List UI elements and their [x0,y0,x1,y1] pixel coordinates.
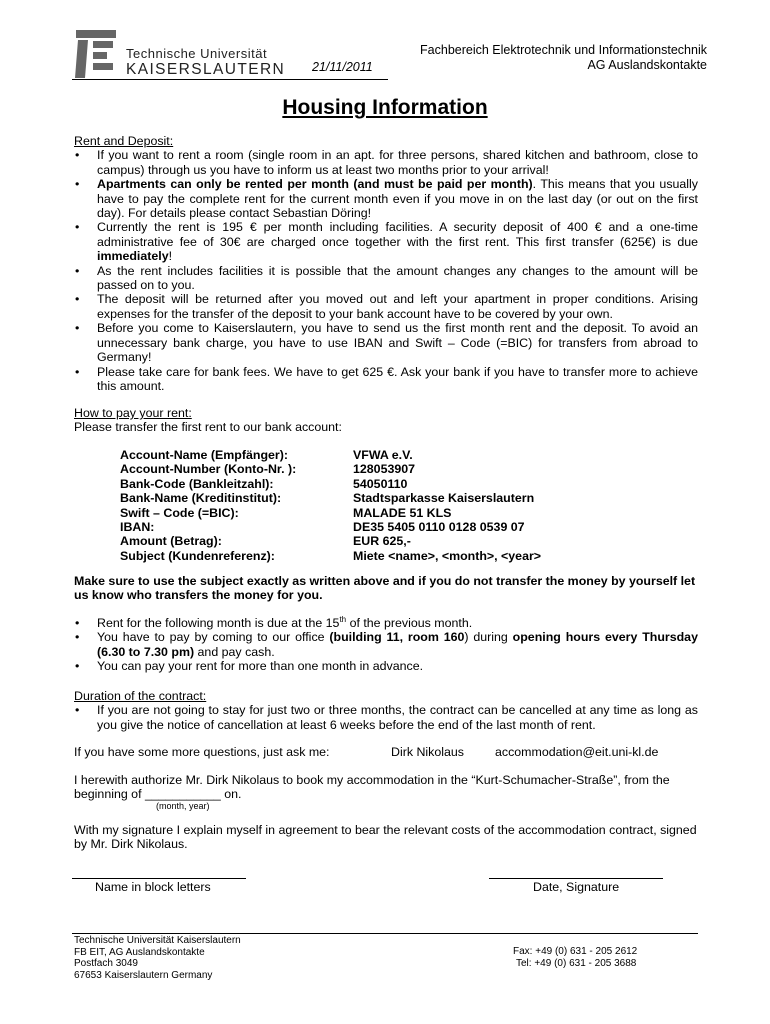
name-signature-line [72,878,246,879]
contact-name: Dirk Nikolaus [391,745,464,759]
list-item: • Apartments can only be rented per month (and must be paid per month). This means that you usually have to pay the complete rent for the current month even if you move in on the last day (or out on the first day). For details please contact Sebastian Döring! [74,177,698,220]
contact-question: If you have some more questions, just ask me: [74,745,330,759]
department-header [420,43,707,73]
university-logo [72,28,287,80]
duration-section [74,689,698,732]
list-item: • Please take care for bank fees. We have to get 625 €. Ask your bank if you have to transfer more to achieve this amount. [74,365,698,394]
table-row: Account-Name (Empfänger): VFWA e.V. [120,448,413,462]
footer-rule [72,933,698,934]
authorization-line2: beginning of ___________ on. [74,787,242,802]
duration-list [74,703,698,732]
authorization-text [74,773,698,802]
rent-heading: Rent and Deposit: [74,134,174,148]
list-item: • You have to pay by coming to our office (building 11, room 160) during opening hours every Thursday (6.30 to 7.30 pm) and pay cash. [74,630,698,659]
header-rule [72,79,388,80]
footer-address: Technische Universität Kaiserslautern FB EIT, AG Auslandskontakte Postfach 3049 67653 Kaiserslautern Germany [74,935,241,981]
table-row: Subject (Kundenreferenz): Miete <name>, <month>, <year> [120,548,542,563]
agreement-text: With my signature I explain myself in agreement to bear the relevant costs of the accommodation contract, signed by Mr. Dirk Nikolaus. [74,823,697,852]
page-title: Housing Information [282,96,488,119]
list-item: • Before you come to Kaiserslautern, you have to send us the first month rent and the deposit. To avoid an unnecessary bank charge, you have to use IBAN and Swift – Code (=BIC) for transfers from abroad to Germany! [74,321,698,364]
rent-list [74,148,698,393]
logo-text-line1: Technische Universität [126,46,268,61]
list-item: • Rent for the following month is due at the 15th of the previous month. [74,616,698,630]
tu-logo-icon [72,28,120,80]
table-row: Amount (Betrag): EUR 625,- [120,534,411,549]
month-year-hint: (month, year) [156,801,210,811]
group-name: AG Auslandskontakte [587,58,707,72]
table-row: IBAN: DE35 5405 0110 0128 0539 07 [120,520,525,535]
list-item: • The deposit will be returned after you moved out and left your apartment in proper conditions. Arising expenses for the transfer of the deposit to your bank account have to be covered by your own. [74,292,698,321]
list-item: • As the rent includes facilities it is possible that the amount changes any changes to the amount will be passed on to you. [74,264,698,293]
list-item: • If you are not going to stay for just two or three months, the contract can be cancelled at any time as long as you give the notice of cancellation at least 6 weeks before the end of the last month of rent. [74,703,698,732]
department-name: Fachbereich Elektrotechnik und Informationstechnik [420,43,707,57]
table-row: Bank-Code (Bankleitzahl): 54050110 [120,476,408,491]
table-row: Swift – Code (=BIC): MALADE 51 KLS [120,505,452,520]
contact-email[interactable]: accommodation@eit.uni-kl.de [495,745,659,759]
date-signature-line [489,878,663,879]
payment-list [74,616,698,674]
date-signature-label: Date, Signature [533,880,620,894]
list-item: • Currently the rent is 195 € per month including facilities. A security deposit of 400 € and a one-time administrative fee of 30€ are charged once together with the first rent. This first transfer (625€) is due immediately! [74,220,698,263]
name-block-label: Name in block letters [95,880,211,894]
document-date: 21/11/2011 [312,60,373,74]
pay-heading: How to pay your rent: [74,406,192,420]
pay-section [74,406,698,435]
fax-number: Fax: +49 (0) 631 - 205 2612 [513,946,638,957]
authorization-line1: I herewith authorize Mr. Dirk Nikolaus to book my accommodation in the “Kurt-Schumacher-Straße”, from the [74,773,670,787]
logo-text-line2: KAISERSLAUTERN [126,61,286,78]
subject-warning: Make sure to use the subject exactly as written above and if you do not transfer the money by yourself let us know who transfers the money for you. [74,574,696,603]
table-row: Bank-Name (Kreditinstitut): Stadtsparkasse Kaiserslautern [120,491,535,506]
payment-rules [74,616,698,674]
bank-account-table [120,448,580,563]
footer-phone [513,946,637,969]
pay-intro: Please transfer the first rent to our bank account: [74,420,342,435]
list-item: • If you want to rent a room (single room in an apt. for three persons, shared kitchen and bathroom, close to campus) through us you have to inform us at least two months prior to your arrival! [74,148,698,177]
duration-heading: Duration of the contract: [74,689,207,703]
table-row: Account-Number (Konto-Nr. ): 128053907 [120,462,416,477]
rent-section [74,134,698,393]
list-item: • You can pay your rent for more than one month in advance. [74,659,698,673]
tel-number: Tel: +49 (0) 631 - 205 3688 [516,957,637,969]
